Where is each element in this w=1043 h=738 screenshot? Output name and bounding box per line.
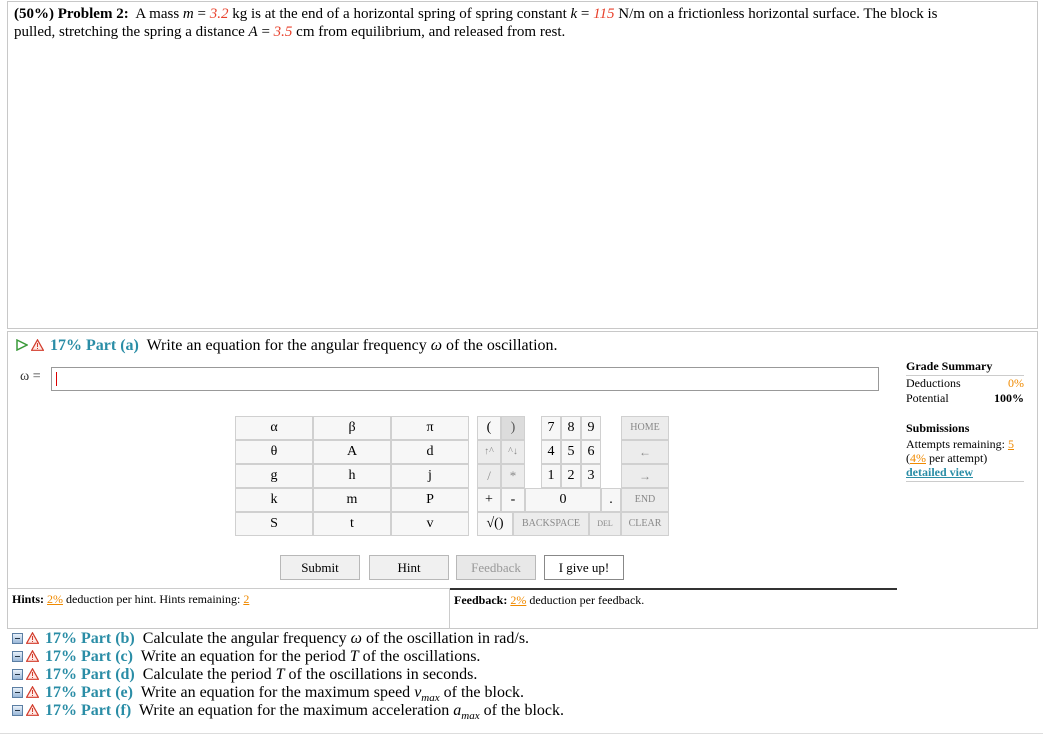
key-1[interactable]: 1 bbox=[541, 464, 561, 488]
key-v[interactable]: v bbox=[391, 512, 469, 536]
part-text: Calculate the angular frequency bbox=[142, 630, 351, 647]
hints-text: deduction per hint. Hints remaining: bbox=[63, 592, 244, 606]
key-alpha[interactable]: α bbox=[235, 416, 313, 440]
key-minus[interactable]: - bbox=[501, 488, 525, 512]
key-0[interactable]: 0 bbox=[525, 488, 601, 512]
key-9[interactable]: 9 bbox=[581, 416, 601, 440]
key-g[interactable]: g bbox=[235, 464, 313, 488]
key-5[interactable]: 5 bbox=[561, 440, 581, 464]
part-label: Part (f) bbox=[81, 702, 132, 719]
key-6[interactable]: 6 bbox=[581, 440, 601, 464]
key-clear[interactable]: CLEAR bbox=[621, 512, 669, 536]
part-symbol: T bbox=[275, 666, 285, 683]
spring-constant-value: 115 bbox=[593, 6, 615, 22]
part-text-end: of the block. bbox=[479, 702, 564, 719]
part-a-text: Write an equation for the angular frequency bbox=[146, 337, 431, 354]
key-left-arrow[interactable]: ← bbox=[621, 440, 669, 464]
grade-summary-title: Grade Summary bbox=[906, 359, 1024, 376]
deductions-label: Deductions bbox=[906, 376, 961, 390]
key-sqrt[interactable]: √() bbox=[477, 512, 513, 536]
parts-list bbox=[12, 630, 564, 723]
hints-remaining: 2 bbox=[243, 592, 250, 606]
collapse-icon[interactable] bbox=[12, 687, 23, 698]
key-power-down[interactable]: ^↓ bbox=[501, 440, 525, 464]
problem-statement bbox=[7, 1, 1038, 329]
problem-label: Problem 2: bbox=[57, 6, 129, 22]
collapse-icon[interactable] bbox=[12, 633, 23, 644]
warning-icon bbox=[26, 686, 39, 698]
part-a-header bbox=[16, 337, 558, 355]
amplitude-value: 3.5 bbox=[273, 24, 293, 40]
paren: ( bbox=[906, 451, 910, 465]
part-symbol: ω bbox=[350, 630, 362, 647]
part-row[interactable] bbox=[12, 684, 564, 705]
key-right-arrow[interactable]: → bbox=[621, 464, 669, 488]
key-2[interactable]: 2 bbox=[561, 464, 581, 488]
submit-button[interactable]: Submit bbox=[280, 555, 360, 580]
key-j[interactable]: j bbox=[391, 464, 469, 488]
part-weight: 17% bbox=[45, 648, 77, 665]
part-symbol: T bbox=[349, 648, 359, 665]
feedback-label: Feedback: bbox=[454, 593, 508, 607]
feedback-button[interactable]: Feedback bbox=[456, 555, 536, 580]
problem-text: kg is at the end of a horizontal spring of spring constant bbox=[228, 6, 571, 22]
warning-icon bbox=[26, 668, 39, 680]
problem-text: A mass bbox=[135, 6, 183, 22]
problem-text: N/m on a frictionless horizontal surface. The block is bbox=[614, 6, 938, 22]
hints-panel bbox=[8, 588, 450, 629]
mass-value: 3.2 bbox=[209, 6, 229, 22]
part-label: Part (d) bbox=[81, 666, 135, 683]
omega-symbol: ω bbox=[430, 337, 442, 354]
key-power-up[interactable]: ↑^ bbox=[477, 440, 501, 464]
potential-label: Potential bbox=[906, 391, 949, 405]
per-attempt-text: per attempt) bbox=[926, 451, 988, 465]
problem-weight: (50%) bbox=[14, 6, 54, 22]
key-home[interactable]: HOME bbox=[621, 416, 669, 440]
expand-arrow-icon[interactable] bbox=[16, 339, 28, 351]
key-d[interactable]: d bbox=[391, 440, 469, 464]
key-close-paren[interactable]: ) bbox=[501, 416, 525, 440]
warning-icon bbox=[26, 632, 39, 644]
part-text-end: of the oscillation in rad/s. bbox=[361, 630, 530, 647]
feedback-text: deduction per feedback. bbox=[526, 593, 645, 607]
part-text: Write an equation for the maximum acceleration bbox=[138, 702, 454, 719]
part-row[interactable] bbox=[12, 702, 564, 723]
hint-deduction: 2% bbox=[47, 592, 64, 606]
key-8[interactable]: 8 bbox=[561, 416, 581, 440]
part-weight: 17% bbox=[45, 684, 77, 701]
warning-icon bbox=[26, 704, 39, 716]
part-weight: 17% bbox=[45, 666, 77, 683]
key-theta[interactable]: θ bbox=[235, 440, 313, 464]
text-cursor bbox=[56, 372, 57, 386]
collapse-icon[interactable] bbox=[12, 669, 23, 680]
hint-button[interactable]: Hint bbox=[369, 555, 449, 580]
feedback-panel bbox=[450, 588, 897, 629]
submissions-title: Submissions bbox=[906, 421, 970, 435]
part-subscript: max bbox=[461, 710, 480, 723]
key-plus[interactable]: + bbox=[477, 488, 501, 512]
potential-value: 100% bbox=[994, 391, 1024, 405]
hints-label: Hints: bbox=[12, 592, 45, 606]
key-beta[interactable]: β bbox=[313, 416, 391, 440]
key-multiply[interactable]: * bbox=[501, 464, 525, 488]
key-backspace[interactable]: BACKSPACE bbox=[513, 512, 589, 536]
part-symbol: v bbox=[414, 684, 422, 701]
problem-text: pulled, stretching the spring a distance bbox=[14, 24, 249, 40]
part-a-panel bbox=[7, 331, 1038, 629]
key-decimal[interactable]: . bbox=[601, 488, 621, 512]
key-4[interactable]: 4 bbox=[541, 440, 561, 464]
submissions-panel bbox=[906, 421, 1024, 482]
part-symbol: a bbox=[453, 702, 462, 719]
key-S[interactable]: S bbox=[235, 512, 313, 536]
part-text: Write an equation for the maximum speed bbox=[140, 684, 415, 701]
key-t[interactable]: t bbox=[313, 512, 391, 536]
deductions-value: 0% bbox=[1008, 376, 1024, 390]
problem-text: cm from equilibrium, and released from rest. bbox=[292, 24, 566, 40]
part-label: Part (e) bbox=[81, 684, 133, 701]
part-text-end: of the oscillations. bbox=[358, 648, 481, 665]
equals: = bbox=[577, 6, 594, 22]
key-end[interactable]: END bbox=[621, 488, 669, 512]
part-a-label: Part (a) bbox=[86, 337, 139, 354]
warning-icon bbox=[26, 650, 39, 662]
divider bbox=[0, 733, 1043, 734]
answer-input[interactable] bbox=[51, 367, 879, 391]
part-label: Part (c) bbox=[81, 648, 133, 665]
attempts-label: Attempts remaining: bbox=[906, 437, 1008, 451]
k-symbol: k bbox=[570, 6, 578, 22]
equals: = bbox=[257, 24, 274, 40]
mass-symbol: m bbox=[182, 6, 194, 22]
part-text: Calculate the period bbox=[142, 666, 276, 683]
key-open-paren[interactable]: ( bbox=[477, 416, 501, 440]
key-divide[interactable]: / bbox=[477, 464, 501, 488]
part-text: Write an equation for the period bbox=[140, 648, 350, 665]
key-k[interactable]: k bbox=[235, 488, 313, 512]
part-text-end: of the block. bbox=[439, 684, 525, 701]
key-h[interactable]: h bbox=[313, 464, 391, 488]
collapse-icon[interactable] bbox=[12, 705, 23, 716]
part-a-text-end: of the oscillation. bbox=[442, 337, 558, 354]
part-row[interactable] bbox=[12, 630, 564, 648]
key-P[interactable]: P bbox=[391, 488, 469, 512]
part-subscript: max bbox=[421, 692, 440, 705]
answer-label: ω = bbox=[20, 369, 41, 384]
key-7[interactable]: 7 bbox=[541, 416, 561, 440]
key-3[interactable]: 3 bbox=[581, 464, 601, 488]
key-m[interactable]: m bbox=[313, 488, 391, 512]
feedback-deduction: 2% bbox=[510, 593, 527, 607]
per-attempt-value: 4% bbox=[910, 451, 926, 465]
key-pi[interactable]: π bbox=[391, 416, 469, 440]
equals: = bbox=[193, 6, 210, 22]
amplitude-symbol: A bbox=[248, 24, 258, 40]
warning-icon bbox=[31, 339, 44, 351]
key-A[interactable]: A bbox=[313, 440, 391, 464]
collapse-icon[interactable] bbox=[12, 651, 23, 662]
part-row[interactable] bbox=[12, 666, 564, 684]
part-row[interactable] bbox=[12, 648, 564, 666]
part-a-weight: 17% bbox=[50, 337, 82, 354]
part-label: Part (b) bbox=[81, 630, 135, 647]
part-weight: 17% bbox=[45, 630, 77, 647]
grade-summary bbox=[906, 359, 1024, 406]
part-text-end: of the oscillations in seconds. bbox=[284, 666, 478, 683]
detailed-view-link[interactable]: detailed view bbox=[906, 465, 973, 479]
key-del[interactable]: DEL bbox=[589, 512, 621, 536]
attempts-value: 5 bbox=[1007, 437, 1014, 451]
part-weight: 17% bbox=[45, 702, 77, 719]
give-up-button[interactable]: I give up! bbox=[544, 555, 624, 580]
